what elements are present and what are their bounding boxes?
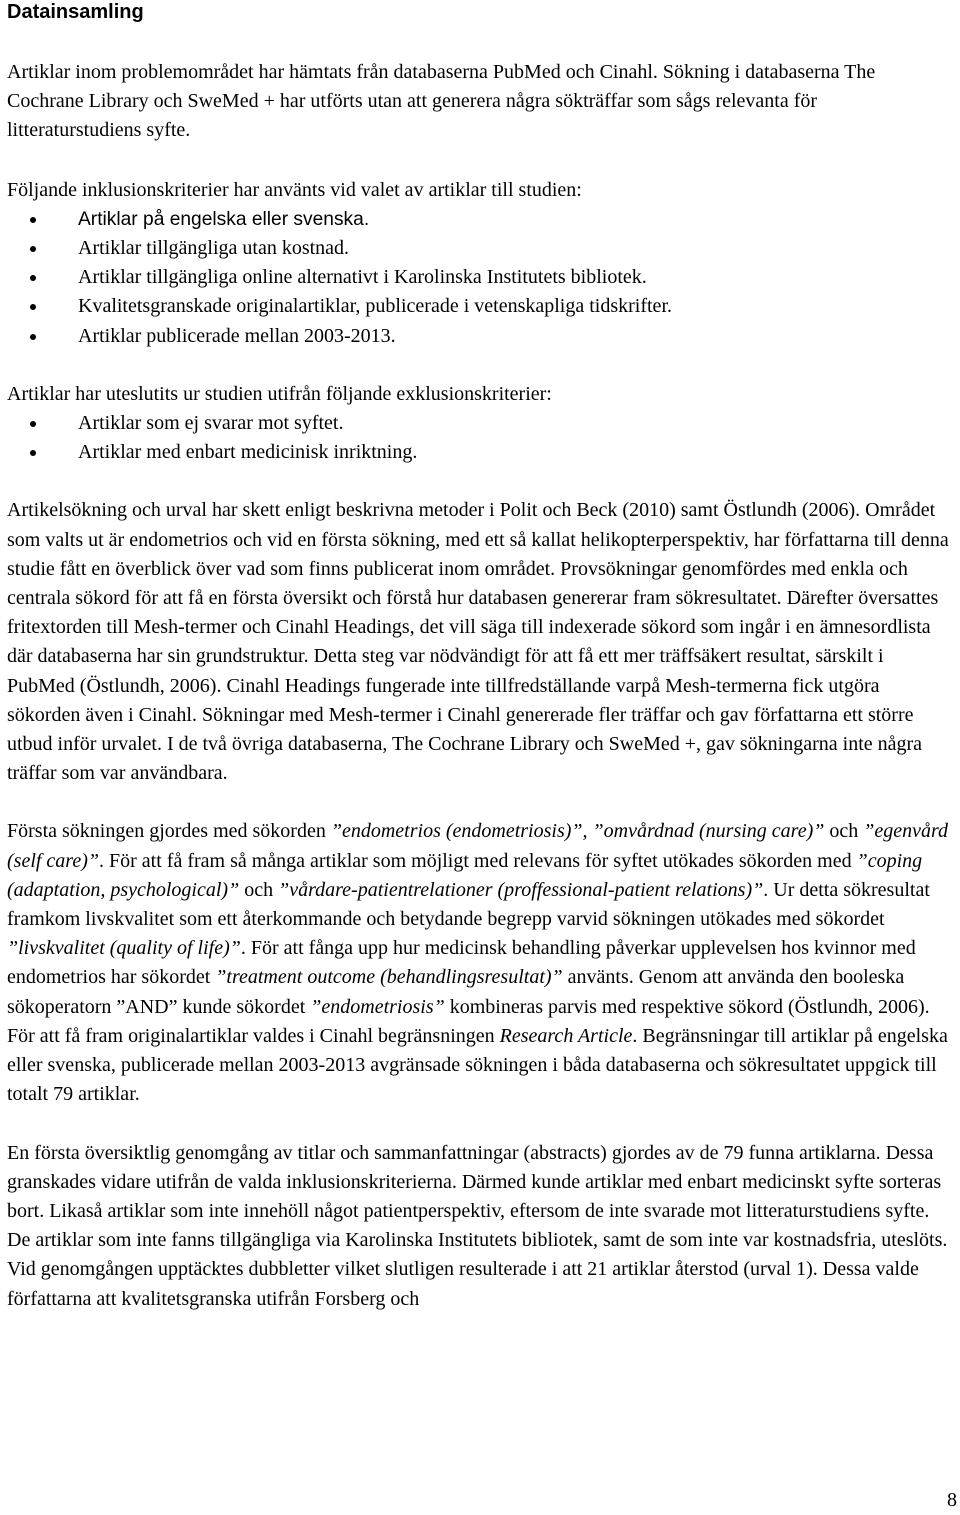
list-item: Artiklar som ej svarar mot syftet. bbox=[7, 409, 955, 438]
search-term: ”vårdare-patientrelationer (proffessional-patient relations)” bbox=[278, 878, 764, 901]
search-term: ”treatment outcome (behandlingsresultat)” bbox=[215, 966, 563, 989]
bullet-icon bbox=[30, 304, 36, 310]
list-item: Artiklar på engelska eller svenska. bbox=[7, 205, 955, 234]
bullet-icon bbox=[30, 217, 36, 223]
exclusion-lead: Artiklar har uteslutits ur studien utifrån följande exklusionskriterier: bbox=[7, 382, 552, 405]
list-item: Artiklar tillgängliga utan kostnad. bbox=[7, 234, 955, 263]
search-paragraph: Första sökningen gjordes med sökorden ”endometrios (endometriosis)”, ”omvårdnad (nursing care)” och ”egenvård (self care)”. För att få fram så många artiklar som möjligt med relevans för syftet utökades sökorden med ”coping (adaptation, psychological)” och ”vårdare-patientrelationer (proffessional-patient relations)”. Ur detta sökresultat framkom livskvalitet som ett återkommande och betydande begrepp varvid sökningen utökades med sökordet ”livskvalitet (quality of life)”. För att fånga upp hur medicinsk behandling påverkar upplevelsen hos kvinnor med endometrios har sökordet ”treatment outcome (behandlingsresultat)” använts. Genom att använda den booleska sökoperatorn ”AND” kunde sökordet ”endometriosis” kombineras parvis med respektive sökord (Östlundh, 2006). För att få fram originalartiklar valdes i Cinahl begränsningen Research Article. Begränsningar till artiklar på engelska eller svenska, publicerade mellan 2003-2013 avgränsade sökningen i båda databaserna och sökresultatet uppgick till totalt 79 artiklar. bbox=[7, 820, 949, 1106]
page-number: 8 bbox=[947, 1489, 957, 1511]
bullet-icon bbox=[30, 275, 36, 281]
list-item: Artiklar med enbart medicinisk inriktning. bbox=[7, 438, 955, 467]
inclusion-list bbox=[7, 205, 955, 351]
bullet-icon bbox=[30, 450, 36, 456]
search-term: ”endometriosis” bbox=[310, 995, 445, 1018]
section-heading: Datainsamling bbox=[7, 1, 144, 23]
list-item: Artiklar tillgängliga online alternativt i Karolinska Institutets bibliotek. bbox=[7, 263, 955, 292]
list-item: Artiklar publicerade mellan 2003-2013. bbox=[7, 322, 955, 351]
selection-paragraph: En första översiktlig genomgång av titlar och sammanfattningar (abstracts) gjordes av de 79 funna artiklarna. Dessa granskades vidare utifrån de valda inklusionskriterierna. Därmed kunde artiklar med enbart medicinskt syfte sorteras bort. Likaså artiklar som inte innehöll något patientperspektiv, eftersom de inte svarade mot litteraturstudiens syfte. De artiklar som inte fanns tillgängliga via Karolinska Institutets bibliotek, samt de som inte var kostnadsfria, uteslöts. Vid genomgången upptäcktes dubbletter vilket slutligen resulterade i att 21 artiklar återstod (urval 1). Dessa valde författarna att kvalitetsgranska utifrån Forsberg och bbox=[7, 1141, 948, 1310]
search-term: Research Article bbox=[499, 1024, 633, 1047]
inclusion-lead: Följande inklusionskriterier har använts vid valet av artiklar till studien: bbox=[7, 178, 582, 201]
method-paragraph: Artikelsökning och urval har skett enligt beskrivna metoder i Polit och Beck (2010) samt Östlundh (2006). Området som valts ut är endometrios och vid en första sökning, med ett så kallat helikopterperspektiv, har författarna till denna studie fått en överblick över vad som finns publicerat inom området. Provsökningar genomfördes med enkla och centrala sökord för att få en första översikt och förstå hur databasen genererar fram sökresultatet. Därefter översattes fritextorden till Mesh-termer och Cinahl Headings, det vill säga till indexerade sökord som ingår i en ämnesordlista där databaserna har sin grundstruktur. Detta steg var nödvändigt för att få ett mer träffsäkert resultat, särskilt i PubMed (Östlundh, 2006). Cinahl Headings fungerade inte tillfredställande varpå Mesh-termerna fick utgöra sökorden även i Cinahl. Sökningar med Mesh-termer i Cinahl genererade fler träffar och gav författarna ett större utbud inför urvalet. I de två övriga databaserna, The Cochrane Library och SweMed +, gav sökningarna inte några träffar som var användbara. bbox=[7, 499, 949, 785]
bullet-icon bbox=[30, 246, 36, 252]
document-page bbox=[7, 0, 955, 1314]
bullet-icon bbox=[30, 334, 36, 340]
search-term: ”coping (adaptation, psychological)” bbox=[7, 849, 923, 901]
exclusion-list bbox=[7, 409, 955, 467]
list-item: Kvalitetsgranskade originalartiklar, publicerade i vetenskapliga tidskrifter. bbox=[7, 292, 955, 321]
bullet-icon bbox=[30, 421, 36, 427]
search-term: ”livskvalitet (quality of life)” bbox=[7, 937, 241, 960]
search-term: ”egenvård (self care)” bbox=[7, 820, 949, 872]
search-term: ”endometrios (endometriosis)”, ”omvårdnad (nursing care)” bbox=[330, 820, 825, 843]
intro-paragraph: Artiklar inom problemområdet har hämtats från databaserna PubMed och Cinahl. Sökning i databaserna The Cochrane Library och SweMed + har utförts utan att generera några sökträffar som sågs relevanta för litteraturstudiens syfte. bbox=[7, 61, 876, 142]
